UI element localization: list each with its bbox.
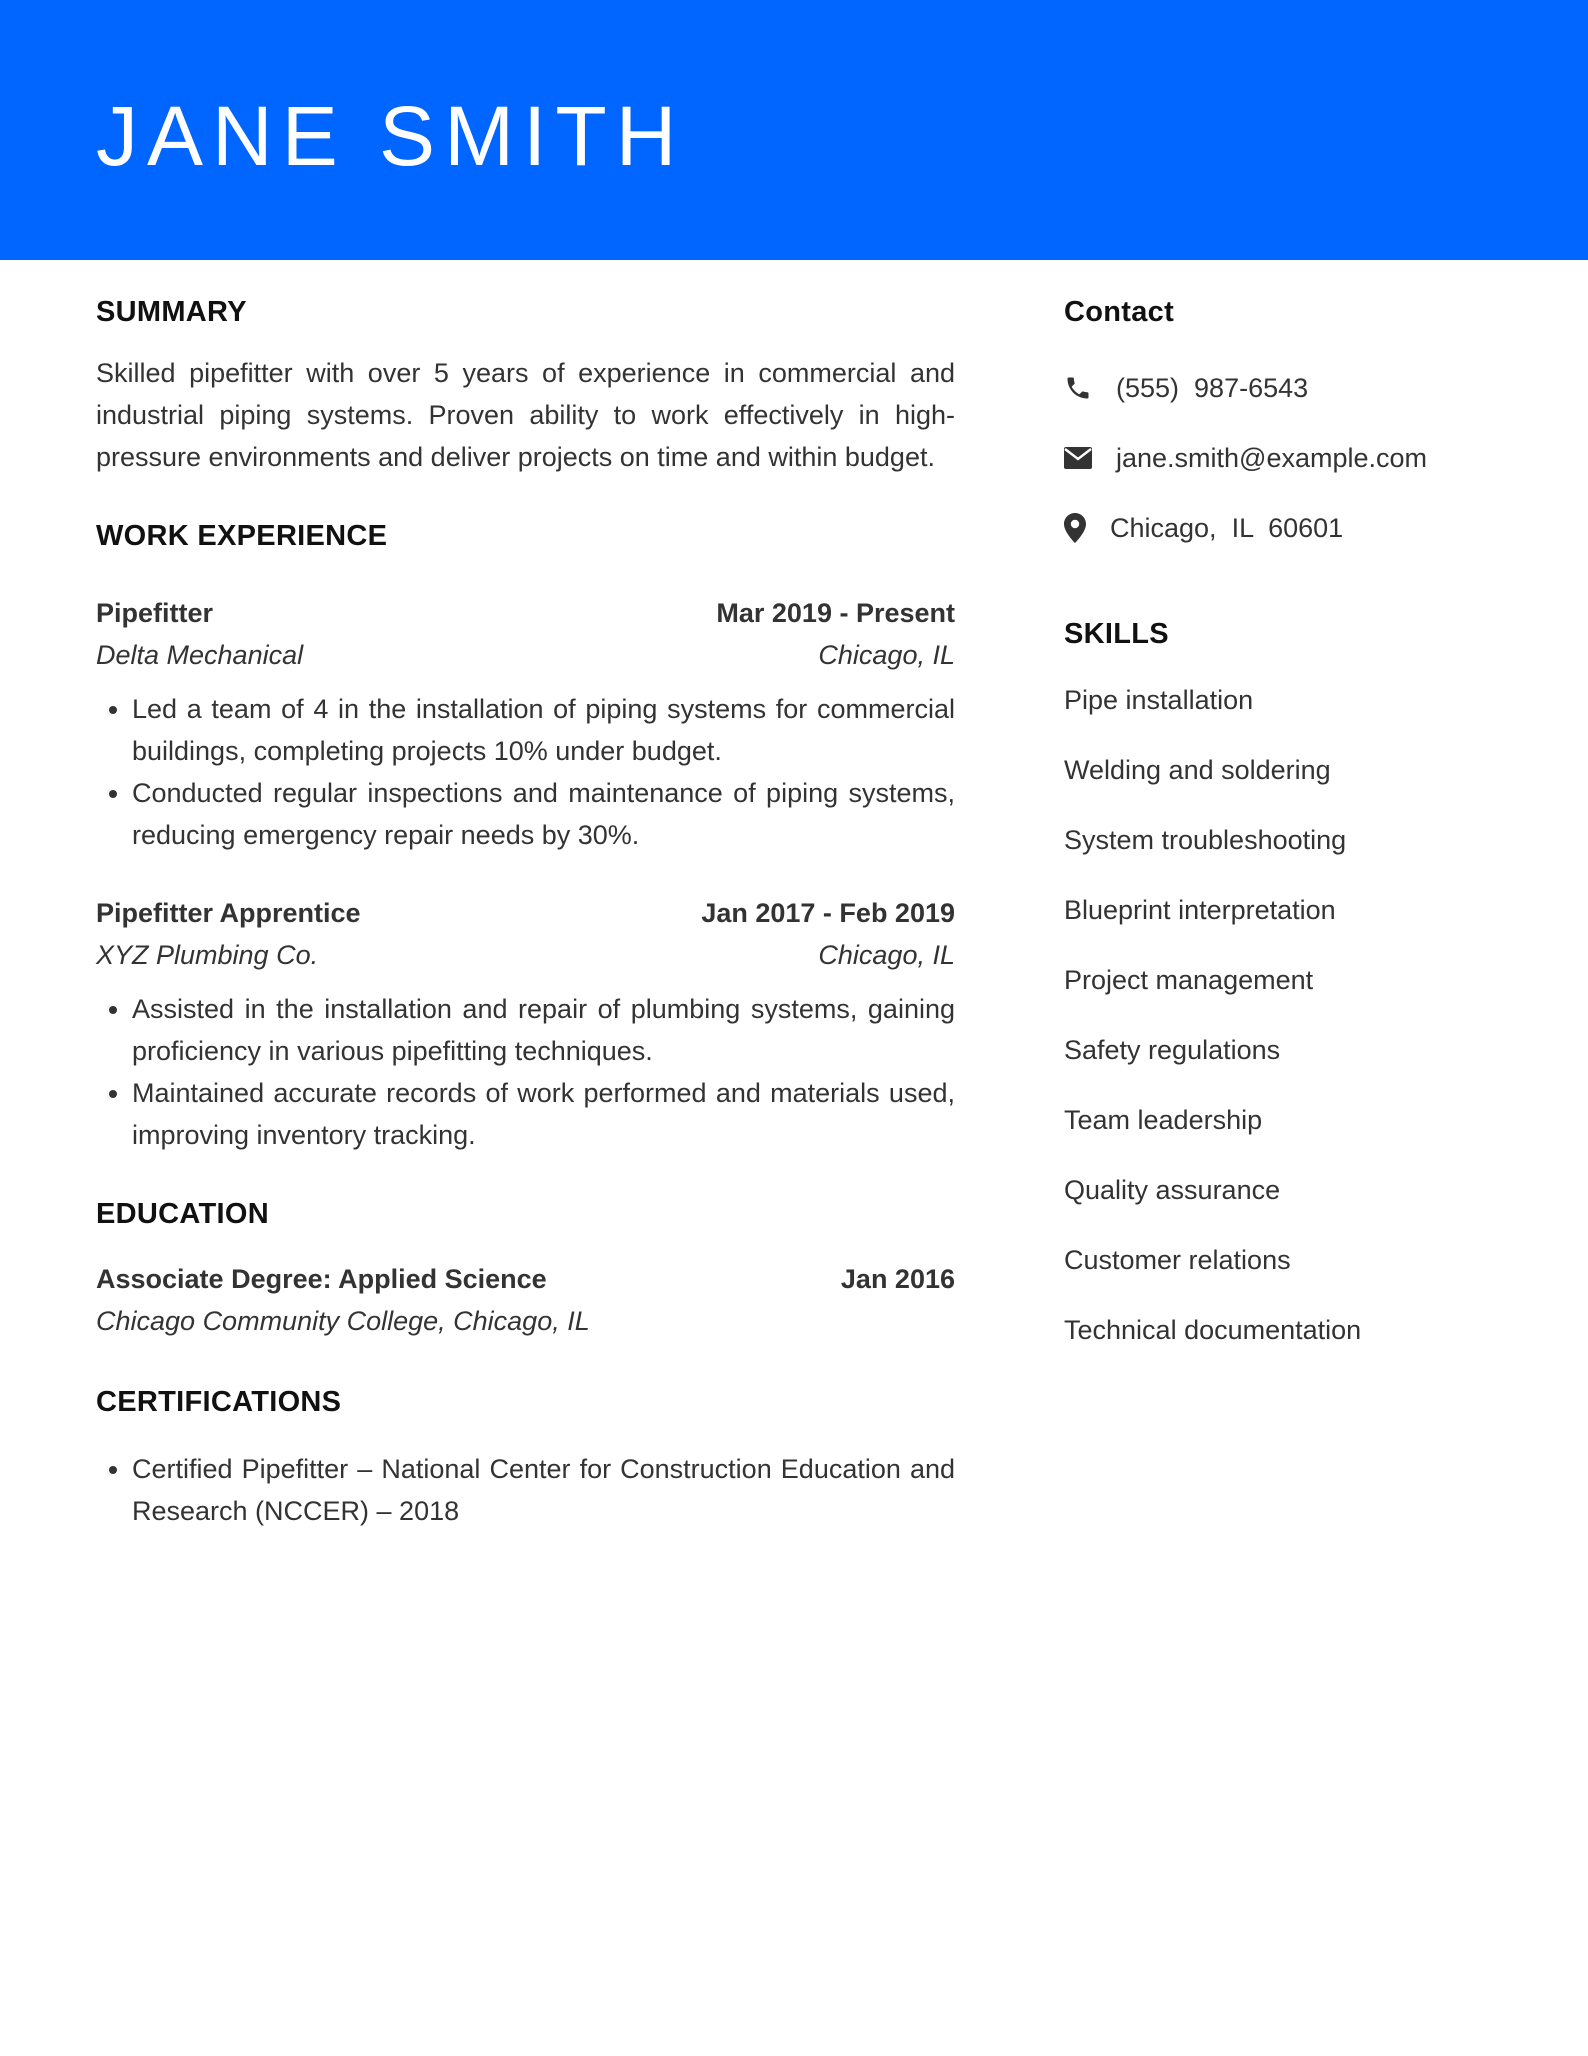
summary-section (96, 292, 955, 478)
job-entry (96, 892, 955, 1156)
certification-list (96, 1448, 955, 1532)
skill-item: Blueprint interpretation (1064, 895, 1336, 925)
job-bullets (96, 988, 955, 1156)
skill-item: Project management (1064, 965, 1314, 995)
skill-item: Team leadership (1064, 1105, 1263, 1135)
phone-icon (1064, 373, 1098, 403)
header-banner (0, 0, 1588, 260)
main-column (96, 292, 955, 1532)
education-heading: EDUCATION (96, 1198, 269, 1230)
degree-date: Jan 2016 (840, 1264, 955, 1294)
skill-item: Quality assurance (1064, 1175, 1281, 1205)
work-experience-heading: WORK EXPERIENCE (96, 520, 388, 552)
job-dates: Jan 2017 - Feb 2019 (701, 898, 955, 928)
job-dates: Mar 2019 - Present (716, 598, 955, 628)
candidate-name: JANE SMITH (96, 89, 686, 183)
contact-phone (1064, 368, 1544, 408)
skill-item: Safety regulations (1064, 1035, 1281, 1065)
job-bullet: • Led a team of 4 in the installation of piping systems for commercial buildings, completing projects 10% under budget. (132, 688, 955, 772)
skill-item: Technical documentation (1064, 1315, 1362, 1345)
education-section (96, 1194, 955, 1342)
work-experience-section (96, 516, 955, 1156)
job-location: Chicago, IL (818, 640, 955, 670)
summary-heading: SUMMARY (96, 296, 247, 328)
envelope-icon (1064, 443, 1098, 473)
location-text: Chicago, IL 60601 (1110, 512, 1344, 543)
job-entry (96, 592, 955, 856)
school-name: Chicago Community College, Chicago, IL (96, 1306, 590, 1336)
contact-heading: Contact (1064, 296, 1175, 328)
skill-item: Pipe installation (1064, 685, 1254, 715)
job-title: Pipefitter (96, 598, 214, 628)
certification-item: • Certified Pipefitter – National Center for Construction Education and Research (NCCER) – 2018 (132, 1448, 955, 1532)
sidebar-column (1064, 292, 1544, 1350)
summary-text: Skilled pipefitter with over 5 years of experience in commercial and industrial piping systems. Proven ability to work effectively in high-pressure environments and deliver projects on time and within budget. (96, 358, 955, 472)
job-bullet: • Conducted regular inspections and maintenance of piping systems, reducing emergency repair needs by 30%. (132, 772, 955, 856)
job-company: Delta Mechanical (96, 640, 304, 670)
contact-location (1064, 508, 1544, 548)
map-pin-icon (1064, 513, 1088, 543)
certifications-heading: CERTIFICATIONS (96, 1386, 342, 1418)
contact-email (1064, 438, 1544, 478)
skill-item: System troubleshooting (1064, 825, 1347, 855)
skill-item: Welding and soldering (1064, 755, 1331, 785)
job-bullet: • Maintained accurate records of work performed and materials used, improving inventory tracking. (132, 1072, 955, 1156)
certifications-section (96, 1382, 955, 1532)
degree-name: Associate Degree: Applied Science (96, 1264, 547, 1294)
job-company: XYZ Plumbing Co. (96, 940, 319, 970)
email-address[interactable]: jane.smith@example.com (1116, 442, 1428, 473)
job-location: Chicago, IL (818, 940, 955, 970)
job-bullet: • Assisted in the installation and repair of plumbing systems, gaining proficiency in various pipefitting techniques. (132, 988, 955, 1072)
job-bullets (96, 688, 955, 856)
job-title: Pipefitter Apprentice (96, 898, 361, 928)
skills-list (1064, 680, 1544, 1350)
skill-item: Customer relations (1064, 1245, 1291, 1275)
skills-heading: SKILLS (1064, 618, 1169, 650)
phone-number[interactable]: (555) 987-6543 (1116, 372, 1309, 403)
